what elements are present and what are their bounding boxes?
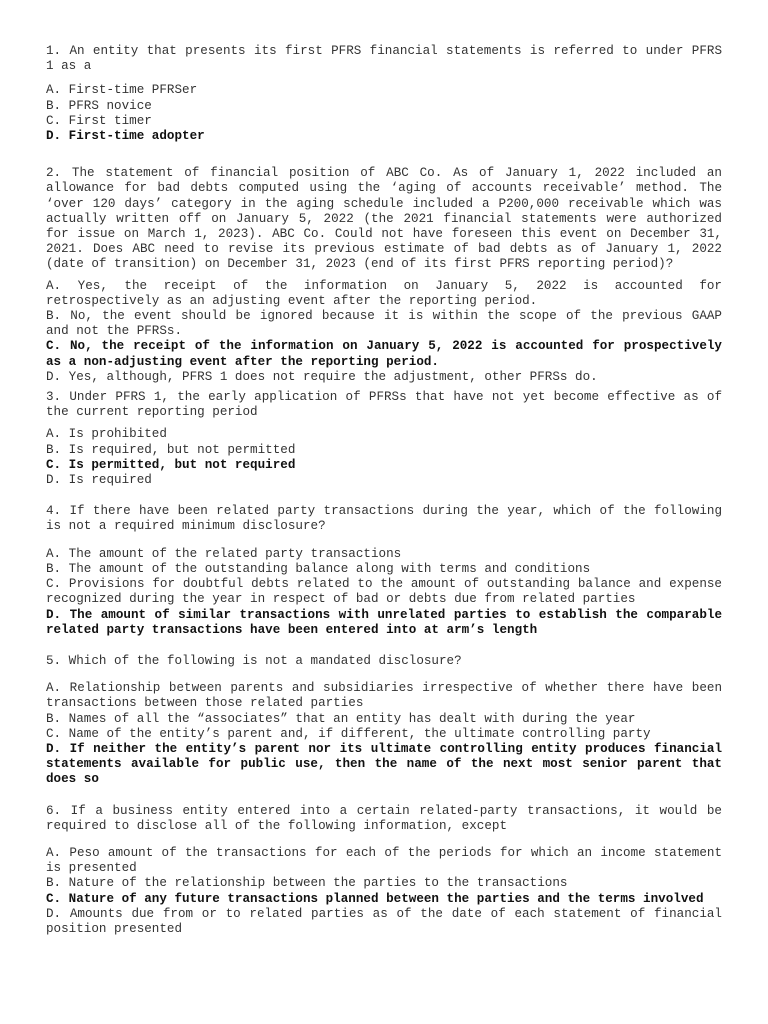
option-b: B. Nature of the relationship between the parties to the transactions	[46, 876, 568, 891]
option-a: A. Yes, the receipt of the information on January 5, 2022 is accounted for retrospectively as an adjusting event after the reporting period.	[46, 278, 722, 308]
option-b: B. No, the event should be ignored because it is within the scope of the previous GAAP and not the PFRSs.	[46, 309, 722, 339]
question-stem: 1. An entity that presents its first PFRS financial statements is referred to under PFRS 1 as a	[46, 44, 722, 74]
option-a: A. Is prohibited	[46, 427, 167, 442]
question-stem: 4. If there have been related party transactions during the year, which of the following is not a required minimum disclosure?	[46, 504, 722, 534]
question-stem: 3. Under PFRS 1, the early application of PFRSs that have not yet become effective as of the current reporting period	[46, 390, 722, 420]
option-d: D. Amounts due from or to related parties as of the date of each statement of financial position presented	[46, 906, 722, 936]
option-d: D. Is required	[46, 473, 152, 488]
option-b: B. PFRS novice	[46, 98, 152, 113]
question-5	[46, 654, 722, 788]
option-b: B. The amount of the outstanding balance along with terms and conditions	[46, 561, 591, 576]
option-b: B. Is required, but not permitted	[46, 442, 296, 457]
question-4	[46, 504, 722, 638]
option-c: C. First timer	[46, 113, 152, 128]
option-c: C. Name of the entity’s parent and, if different, the ultimate controlling party	[46, 726, 651, 741]
question-stem: 2. The statement of financial position of ABC Co. As of January 1, 2022 included an allowance for bad debts computed using the ‘aging of accounts receivable’ method. The ‘over 120 days’ category in the aging schedule included a P200,000 receivable which was actually written off on January 5, 2022 (the 2021 financial statements were authorized for issue on March 1, 2023). ABC Co. Could not have foreseen this event on December 31, 2021. Does ABC need to revise its previous estimate of bad debts as of January 1, 2022 (date of transition) on December 31, 2023 (end of its first PFRS reporting period)?	[46, 166, 722, 272]
option-c: C. Provisions for doubtful debts related to the amount of outstanding balance and expense recognized during the year in respect of bad or debts due from related parties	[46, 577, 722, 607]
option-d-correct: D. The amount of similar transactions with unrelated parties to establish the comparable related party transactions have been entered into at arm’s length	[46, 607, 722, 637]
option-c-correct: C. Nature of any future transactions planned between the parties and the terms involved	[46, 891, 704, 906]
option-a: A. First-time PFRSer	[46, 83, 198, 98]
option-c-correct: C. No, the receipt of the information on January 5, 2022 is accounted for prospectively as a non-adjusting event after the reporting period.	[46, 339, 722, 369]
option-a: A. Relationship between parents and subsidiaries irrespective of whether there have been transactions between those related parties	[46, 681, 722, 711]
question-1	[46, 44, 722, 144]
option-a: A. The amount of the related party transactions	[46, 546, 402, 561]
question-3	[46, 390, 722, 488]
option-d-correct: D. If neither the entity’s parent nor its ultimate controlling entity produces financial statements available for public use, then the name of the next most senior parent that does so	[46, 741, 722, 787]
question-stem: 6. If a business entity entered into a certain related-party transactions, it would be required to disclose all of the following information, except	[46, 803, 722, 833]
question-stem: 5. Which of the following is not a mandated disclosure?	[46, 653, 462, 668]
option-c-correct: C. Is permitted, but not required	[46, 457, 296, 472]
option-d: D. Yes, although, PFRS 1 does not require the adjustment, other PFRSs do.	[46, 369, 598, 384]
option-a: A. Peso amount of the transactions for each of the periods for which an income statement is presented	[46, 845, 722, 876]
question-2	[46, 166, 722, 385]
question-6	[46, 804, 722, 938]
option-b: B. Names of all the “associates” that an entity has dealt with during the year	[46, 711, 636, 726]
option-d-correct: D. First-time adopter	[46, 129, 205, 144]
